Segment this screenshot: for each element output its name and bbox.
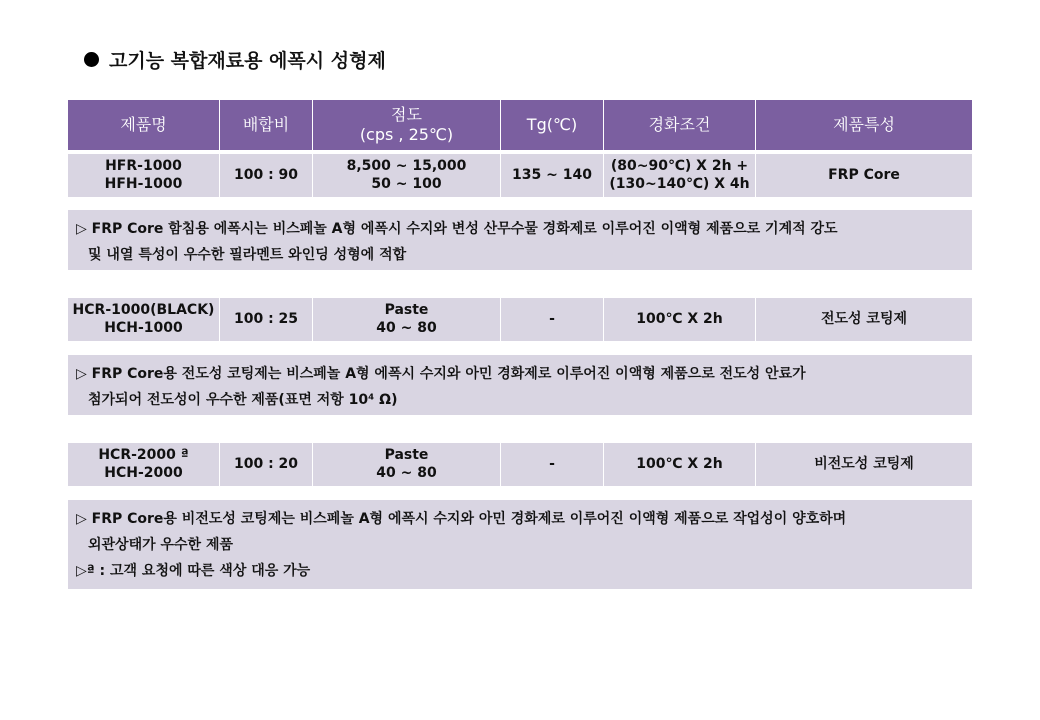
description-box	[68, 355, 972, 415]
cure-cell	[604, 154, 756, 197]
feature-cell: FRP Core	[828, 166, 900, 183]
viscosity-2: 50 ~ 100	[371, 175, 442, 192]
header-viscosity-label: 점도	[391, 105, 422, 124]
description-line: 및 내열 특성이 우수한 필라멘트 와인딩 성형에 적합	[88, 247, 407, 263]
ratio-cell: 100 : 90	[220, 154, 313, 197]
feature-cell: 전도성 코팅제	[820, 310, 908, 327]
viscosity-1: Paste	[384, 302, 429, 318]
product-name-cell	[68, 298, 220, 341]
tg-cell: -	[501, 443, 604, 486]
ratio-cell: 100 : 20	[220, 443, 313, 486]
description-line: ▷ FRP Core용 전도성 코팅제는 비스페놀 A형 에폭시 수지와 아민 경화제로 이루어진 이액형 제품으로 전도성 안료가	[76, 366, 806, 382]
header-viscosity	[313, 100, 501, 150]
bullet-icon	[84, 52, 99, 67]
viscosity-2: 40 ~ 80	[376, 464, 437, 481]
description-line: ▷ FRP Core용 비전도성 코팅제는 비스페놀 A형 에폭시 수지와 아민 경화제로 이루어진 이액형 제품으로 작업성이 양호하며	[76, 511, 847, 527]
cure-cell: 100℃ X 2h	[604, 298, 756, 341]
viscosity-cell	[313, 154, 501, 197]
cure-2: (130~140℃) X 4h	[609, 175, 750, 192]
product-name-1: HCR-1000(BLACK)	[72, 302, 215, 318]
viscosity-cell	[313, 298, 501, 341]
viscosity-1: 8,500 ~ 15,000	[346, 158, 467, 174]
cure-cell: 100℃ X 2h	[604, 443, 756, 486]
product-name-1: HFR-1000	[105, 158, 182, 174]
viscosity-1: Paste	[384, 447, 429, 463]
ratio-cell: 100 : 25	[220, 298, 313, 341]
header-viscosity-unit: (cps , 25℃)	[359, 125, 454, 144]
description-box	[68, 210, 972, 270]
header-feature: 제품특성	[833, 115, 895, 134]
tg-cell: 135 ~ 140	[501, 154, 604, 197]
table-row	[68, 298, 972, 341]
description-line: 외관상태가 우수한 제품	[88, 537, 233, 553]
feature-cell: 비전도성 코팅제	[814, 455, 914, 472]
table-row	[68, 443, 972, 486]
table-row	[68, 154, 972, 197]
product-name-cell	[68, 443, 220, 486]
page-title	[84, 46, 386, 73]
header-product-name: 제품명	[68, 100, 220, 150]
header-tg: Tg(℃)	[501, 100, 604, 150]
product-name-2: HFH-1000	[104, 175, 183, 192]
title-text: 고기능 복합재료용 에폭시 성형제	[109, 50, 386, 72]
product-name-2: HCH-1000	[104, 319, 183, 336]
viscosity-cell	[313, 443, 501, 486]
header-cure-condition: 경화조건	[604, 100, 756, 150]
product-name-cell	[68, 154, 220, 197]
description-box	[68, 500, 972, 589]
product-name-2: HCH-2000	[104, 464, 183, 481]
viscosity-2: 40 ~ 80	[376, 319, 437, 336]
description-line: ▷ FRP Core 함침용 에폭시는 비스페놀 A형 에폭시 수지와 변성 산무수물 경화제로 이루어진 이액형 제품으로 기계적 강도	[76, 221, 838, 237]
product-name-1: HCR-2000 ª	[98, 447, 189, 463]
description-line: 첨가되어 전도성이 우수한 제품(표면 저항 10⁴ Ω)	[88, 392, 398, 408]
cure-1: (80~90℃) X 2h +	[610, 158, 749, 174]
tg-cell: -	[501, 298, 604, 341]
table-header	[68, 100, 972, 150]
header-mix-ratio: 배합비	[220, 100, 313, 150]
footnote-line: ▷ª : 고객 요청에 따른 색상 대응 가능	[76, 563, 311, 579]
